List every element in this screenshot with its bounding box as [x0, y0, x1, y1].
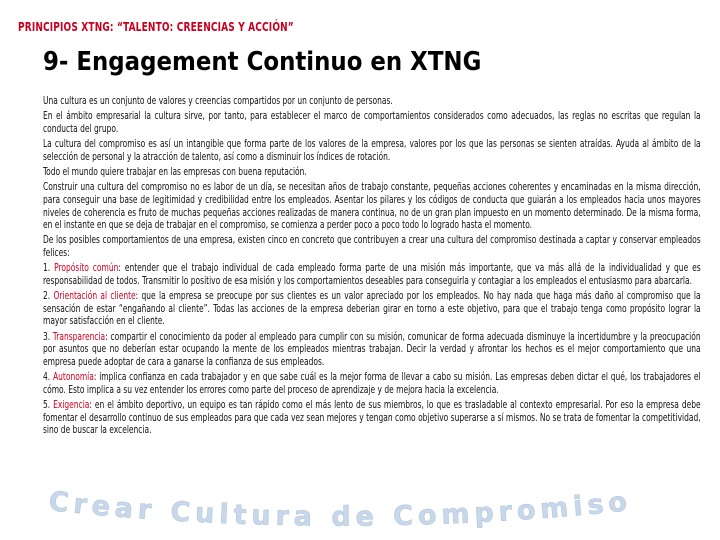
list-item-text: : compartir el conocimiento da poder al empleado para cumplir con su misión, comunicar de forma adecuada disminuye la incertidumbre y la preocupación por asuntos que no deberían estar ocupando la mente de los empleados mientras trabajan. Decir la verdad y afrontar los hechos es el mejor comportamiento que una empresa puede adoptar de cara a ganarse la confianza de sus empleados. — [43, 331, 701, 368]
list-item-number: 1. — [43, 263, 55, 275]
paragraph-4: Todo el mundo quiere trabajar en las empresas con buena reputación. — [43, 167, 307, 179]
list-item-number: 3. — [43, 331, 53, 343]
list-item-text: : que la empresa se preocupe por sus clientes es un valor apreciado por los empleados. No hay nada que haga más daño al compromiso que la sensación de estar “engañando al cliente”. Todas las acciones de la empresa deberian girar en torno a este objetivo, para que el trabajo tenga como propósito lograr la mayor satisfacción en el cliente. — [43, 291, 701, 328]
list-item-orientacion — [43, 291, 701, 329]
slide-title: 9- Engagement Continuo en XTNG — [43, 47, 482, 77]
paragraph-1: Una cultura es un conjunto de valores y creencias compartidos por un conjunto de personas. — [43, 96, 393, 107]
list-item-term: Propósito común — [54, 263, 119, 275]
paragraph-5: Construir una cultura del compromiso no es labor de un día, se necesitan años de trabajo constante, pequeñas acciones coherentes y encaminadas en la misma dirección, para conseguir una base de legitimidad y credibilidad entre los empleados. Asentar los pilares y los códigos de conducta que guiarán a los empleados hacia unos mayores niveles de coherencia es fruto de muchas pequeñas acciones realizadas de manera continua, no de un gran plan impuesto en un momento determinado. De la misma forma, en el instante en que se deja de trabajar en el compromiso, se comienza a perder poco a poco todo lo logrado hasta el momento. — [43, 182, 701, 232]
list-item-term: Orientación al cliente — [53, 291, 136, 303]
body-text — [43, 96, 701, 440]
list-item-autonomia — [43, 372, 701, 397]
list-item-proposito — [43, 263, 701, 288]
list-item-number: 2. — [43, 291, 54, 303]
list-item-text: : implica confianza en cada trabajador y en que sabe cuál es la mejor forma de llevar a cabo su misión. Las empresas deben dictar el qué, los trabajadores el cómo. Esto implica a su vez entender los errores como parte del proceso de aprendizaje y de mejora hacia la excelencia. — [43, 372, 701, 396]
header-title: PRINCIPIOS XTNG: “TALENTO: CREENCIAS Y ACCIÓN” — [18, 19, 294, 34]
banner-text: Crear Cultura de Compromiso — [47, 486, 634, 533]
list-item-term: Exigencia — [53, 400, 90, 411]
list-item-text: : en el ámbito deportivo, un equipo es tan rápido como el más lento de sus miembros, lo que es trasladable al contexto empresarial. Por eso la empresa debe fomentar el desarrollo continuo de sus empleados para que cada vez sean mejores y tengan como objetivo superarse a sí mismos. No se trata de fomentar la competitividad, sino de buscar la excelencia. — [43, 400, 701, 437]
list-item-exigencia — [43, 400, 701, 438]
paragraph-6: De los posibles comportamientos de una empresa, existen cinco en concreto que contribuyen a crear una cultura del compromiso destinada a captar y conservar empleados felices: — [43, 235, 701, 259]
banner-wordart — [44, 482, 720, 540]
list-item-term: Autonomía — [53, 372, 94, 384]
list-item-text: : entender que el trabajo individual de cada empleado forma parte de una misión más importante, que va más allá de la individualidad y que es responsabilidad de todos. Transmitir lo positivo de esa misión y los comportamientos deseables para conseguirla y contagiar a los empleados el entusiasmo para abarcarla. — [43, 263, 701, 287]
paragraph-3: La cultura del compromiso es así un intangible que forma parte de los valores de la empresa, valores por los que las personas se sienten atraídas. Ayuda al ámbito de la selección de personal y la atracción de talento, así como a disminuir los índices de rotación. — [43, 139, 701, 163]
list-item-term: Transparencia — [52, 331, 106, 343]
list-item-number: 4. — [43, 372, 54, 384]
list-item-number: 5. — [43, 400, 54, 411]
list-item-transparencia — [43, 332, 701, 370]
paragraph-2: En el ámbito empresarial la cultura sirve, por tanto, para establecer el marco de comportamientos considerados como adecuados, las reglas no escritas que regulan la conducta del grupo. — [43, 111, 701, 135]
